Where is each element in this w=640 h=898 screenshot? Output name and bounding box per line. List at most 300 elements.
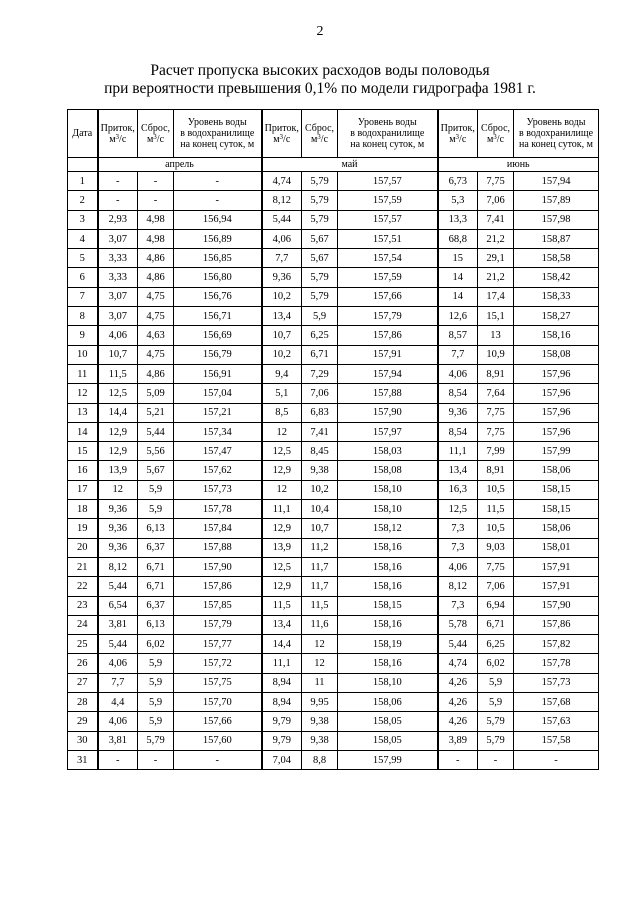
june-outflow: - — [478, 750, 514, 769]
may-level: 158,12 — [338, 519, 438, 538]
date-cell: 12 — [68, 384, 98, 403]
header-level — [174, 110, 262, 158]
may-level: 157,91 — [338, 345, 438, 364]
may-level: 157,79 — [338, 307, 438, 326]
outflow-label: Сброс, — [140, 122, 171, 134]
may-outflow: 11,5 — [302, 596, 338, 615]
june-level: 157,96 — [514, 422, 599, 441]
june-level: 158,06 — [514, 519, 599, 538]
june-inflow: 7,3 — [438, 596, 478, 615]
april-outflow: 4,86 — [138, 364, 174, 383]
may-outflow: 8,45 — [302, 442, 338, 461]
april-level: 156,76 — [174, 287, 262, 306]
date-cell: 19 — [68, 519, 98, 538]
june-inflow: 5,44 — [438, 635, 478, 654]
date-cell: 5 — [68, 249, 98, 268]
may-outflow: 9,95 — [302, 693, 338, 712]
june-level: - — [514, 750, 599, 769]
june-inflow: 13,4 — [438, 461, 478, 480]
may-outflow: 5,79 — [302, 191, 338, 210]
june-outflow: 11,5 — [478, 500, 514, 519]
april-inflow: 13,9 — [98, 461, 138, 480]
may-outflow: 5,79 — [302, 210, 338, 229]
june-outflow: 7,75 — [478, 172, 514, 191]
unit-prefix: м — [109, 133, 116, 145]
header-inflow — [98, 110, 138, 158]
may-outflow: 8,8 — [302, 750, 338, 769]
table-row — [68, 731, 599, 750]
june-outflow: 7,06 — [478, 577, 514, 596]
date-cell: 26 — [68, 654, 98, 673]
april-level: 157,75 — [174, 673, 262, 692]
document-title — [0, 62, 640, 98]
june-inflow: 16,3 — [438, 480, 478, 499]
date-cell: 15 — [68, 442, 98, 461]
june-inflow: 8,54 — [438, 422, 478, 441]
april-level: 157,04 — [174, 384, 262, 403]
april-level: 156,80 — [174, 268, 262, 287]
date-cell: 8 — [68, 307, 98, 326]
june-inflow: 8,12 — [438, 577, 478, 596]
may-level: 158,16 — [338, 538, 438, 557]
june-outflow: 5,9 — [478, 673, 514, 692]
may-inflow: 11,5 — [262, 596, 302, 615]
table-row — [68, 403, 599, 422]
april-outflow: 6,13 — [138, 519, 174, 538]
unit-suffix: /с — [320, 133, 329, 145]
may-outflow: 5,9 — [302, 307, 338, 326]
may-outflow: 5,79 — [302, 268, 338, 287]
may-inflow: 8,94 — [262, 673, 302, 692]
april-outflow: - — [138, 191, 174, 210]
june-inflow: 8,54 — [438, 384, 478, 403]
april-inflow: 12 — [98, 480, 138, 499]
may-inflow: 9,4 — [262, 364, 302, 383]
date-cell: 13 — [68, 403, 98, 422]
april-inflow: 4,06 — [98, 712, 138, 731]
april-outflow: 5,09 — [138, 384, 174, 403]
month-may: май — [262, 158, 438, 172]
table-row — [68, 480, 599, 499]
june-outflow: 7,75 — [478, 422, 514, 441]
may-inflow: 13,4 — [262, 307, 302, 326]
may-outflow: 9,38 — [302, 712, 338, 731]
april-level: 157,73 — [174, 480, 262, 499]
outflow-label: Сброс, — [480, 122, 511, 134]
june-level: 158,33 — [514, 287, 599, 306]
table-row — [68, 249, 599, 268]
june-level: 157,82 — [514, 635, 599, 654]
june-inflow: 15 — [438, 249, 478, 268]
june-inflow: 5,3 — [438, 191, 478, 210]
april-inflow: 2,93 — [98, 210, 138, 229]
june-outflow: 7,99 — [478, 442, 514, 461]
may-inflow: 9,79 — [262, 712, 302, 731]
level-label-1: Уровень воды — [526, 117, 586, 128]
table-row — [68, 693, 599, 712]
april-outflow: 5,9 — [138, 500, 174, 519]
inflow-label: Приток, — [264, 122, 299, 134]
unit-label — [439, 134, 478, 145]
table-row — [68, 538, 599, 557]
june-level: 158,27 — [514, 307, 599, 326]
april-inflow: 5,44 — [98, 635, 138, 654]
may-outflow: 9,38 — [302, 731, 338, 750]
june-inflow: 7,7 — [438, 345, 478, 364]
may-level: 157,90 — [338, 403, 438, 422]
april-level: 157,78 — [174, 500, 262, 519]
june-outflow: 9,03 — [478, 538, 514, 557]
june-outflow: 29,1 — [478, 249, 514, 268]
june-inflow: 68,8 — [438, 229, 478, 248]
april-outflow: 6,71 — [138, 577, 174, 596]
date-cell: 7 — [68, 287, 98, 306]
table-row — [68, 615, 599, 634]
april-level: 156,69 — [174, 326, 262, 345]
april-outflow: - — [138, 172, 174, 191]
inflow-label: Приток, — [440, 122, 475, 134]
header-inflow — [262, 110, 302, 158]
title-line-1: Расчет пропуска высоких расходов воды половодья — [150, 62, 490, 79]
date-cell: 6 — [68, 268, 98, 287]
unit-prefix: м — [486, 133, 494, 145]
may-outflow: 6,83 — [302, 403, 338, 422]
april-outflow: 4,75 — [138, 307, 174, 326]
may-level: 158,05 — [338, 731, 438, 750]
april-inflow: 3,81 — [98, 615, 138, 634]
unit-prefix: м — [146, 133, 154, 145]
may-level: 158,16 — [338, 577, 438, 596]
may-level: 158,10 — [338, 673, 438, 692]
may-inflow: 14,4 — [262, 635, 302, 654]
june-inflow: 4,06 — [438, 557, 478, 576]
april-inflow: 9,36 — [98, 500, 138, 519]
month-blank — [68, 158, 98, 172]
april-outflow: 5,9 — [138, 693, 174, 712]
may-outflow: 7,41 — [302, 422, 338, 441]
june-level: 157,94 — [514, 172, 599, 191]
may-inflow: 13,9 — [262, 538, 302, 557]
may-outflow: 5,67 — [302, 229, 338, 248]
date-cell: 25 — [68, 635, 98, 654]
april-inflow: 11,5 — [98, 364, 138, 383]
may-inflow: 12 — [262, 480, 302, 499]
june-inflow: 7,3 — [438, 519, 478, 538]
june-outflow: 5,79 — [478, 731, 514, 750]
table-row — [68, 673, 599, 692]
may-inflow: 9,79 — [262, 731, 302, 750]
june-outflow: 13 — [478, 326, 514, 345]
may-inflow: 10,7 — [262, 326, 302, 345]
april-inflow: 8,12 — [98, 557, 138, 576]
may-inflow: 7,04 — [262, 750, 302, 769]
april-outflow: 6,71 — [138, 557, 174, 576]
june-level: 157,78 — [514, 654, 599, 673]
april-level: 156,91 — [174, 364, 262, 383]
unit-prefix: м — [310, 133, 318, 145]
table-body — [68, 172, 599, 770]
may-level: 157,99 — [338, 750, 438, 769]
date-cell: 23 — [68, 596, 98, 615]
table-row — [68, 750, 599, 769]
april-outflow: 4,63 — [138, 326, 174, 345]
june-level: 158,15 — [514, 500, 599, 519]
month-row — [68, 158, 599, 172]
april-level: 157,86 — [174, 577, 262, 596]
april-outflow: 4,75 — [138, 345, 174, 364]
may-outflow: 12 — [302, 654, 338, 673]
unit-suffix: /с — [283, 133, 291, 145]
may-inflow: 4,06 — [262, 229, 302, 248]
header-level — [514, 110, 599, 158]
april-inflow: 5,44 — [98, 577, 138, 596]
april-outflow: 5,79 — [138, 731, 174, 750]
june-outflow: 7,41 — [478, 210, 514, 229]
april-inflow: 14,4 — [98, 403, 138, 422]
may-level: 158,03 — [338, 442, 438, 461]
june-outflow: 21,2 — [478, 268, 514, 287]
april-outflow: 5,56 — [138, 442, 174, 461]
june-outflow: 10,5 — [478, 480, 514, 499]
june-level: 158,08 — [514, 345, 599, 364]
may-outflow: 5,67 — [302, 249, 338, 268]
june-level: 157,96 — [514, 364, 599, 383]
april-level: - — [174, 191, 262, 210]
april-outflow: 6,02 — [138, 635, 174, 654]
april-outflow: 4,86 — [138, 268, 174, 287]
header-outflow — [478, 110, 514, 158]
april-outflow: 5,44 — [138, 422, 174, 441]
april-level: 156,85 — [174, 249, 262, 268]
april-inflow: 3,81 — [98, 731, 138, 750]
june-inflow: 9,36 — [438, 403, 478, 422]
level-label-3: на конец суток, м — [350, 139, 425, 150]
april-outflow: 5,9 — [138, 712, 174, 731]
june-level: 157,63 — [514, 712, 599, 731]
table-row — [68, 712, 599, 731]
date-cell: 10 — [68, 345, 98, 364]
title-line-2: при вероятности превышения 0,1% по модели гидрографа 1981 г. — [104, 80, 536, 97]
april-inflow: - — [98, 750, 138, 769]
may-level: 158,16 — [338, 654, 438, 673]
april-level: 157,62 — [174, 461, 262, 480]
june-outflow: 7,06 — [478, 191, 514, 210]
may-level: 158,19 — [338, 635, 438, 654]
may-level: 157,57 — [338, 172, 438, 191]
unit-label — [263, 134, 302, 145]
june-outflow: 7,75 — [478, 403, 514, 422]
date-cell: 31 — [68, 750, 98, 769]
may-outflow: 11,7 — [302, 577, 338, 596]
may-inflow: 9,36 — [262, 268, 302, 287]
may-level: 158,10 — [338, 500, 438, 519]
june-level: 157,91 — [514, 557, 599, 576]
may-outflow: 10,2 — [302, 480, 338, 499]
april-inflow: 4,06 — [98, 326, 138, 345]
table-row — [68, 287, 599, 306]
unit-label — [138, 134, 173, 145]
table-row — [68, 519, 599, 538]
may-level: 158,10 — [338, 480, 438, 499]
june-inflow: 11,1 — [438, 442, 478, 461]
level-label-1: Уровень воды — [187, 117, 247, 128]
table-row — [68, 557, 599, 576]
table-row — [68, 461, 599, 480]
level-label-2: в водохранилище — [350, 128, 425, 139]
april-inflow: 9,36 — [98, 519, 138, 538]
table-row — [68, 500, 599, 519]
april-outflow: 5,9 — [138, 654, 174, 673]
table-row — [68, 596, 599, 615]
april-inflow: 6,54 — [98, 596, 138, 615]
table-row — [68, 577, 599, 596]
june-inflow: 5,78 — [438, 615, 478, 634]
unit-exponent: 3 — [115, 132, 120, 141]
april-level: 157,66 — [174, 712, 262, 731]
april-outflow: 6,37 — [138, 596, 174, 615]
june-level: 157,86 — [514, 615, 599, 634]
date-cell: 4 — [68, 229, 98, 248]
april-level: 157,77 — [174, 635, 262, 654]
june-level: 157,73 — [514, 673, 599, 692]
unit-exponent: 3 — [153, 132, 157, 141]
june-level: 158,16 — [514, 326, 599, 345]
unit-prefix: м — [449, 133, 456, 145]
april-level: 157,70 — [174, 693, 262, 712]
april-outflow: 5,21 — [138, 403, 174, 422]
june-inflow: 8,57 — [438, 326, 478, 345]
may-inflow: 8,5 — [262, 403, 302, 422]
table-row — [68, 654, 599, 673]
june-outflow: 21,2 — [478, 229, 514, 248]
may-outflow: 11 — [302, 673, 338, 692]
april-inflow: - — [98, 172, 138, 191]
may-inflow: 4,74 — [262, 172, 302, 191]
table-row — [68, 326, 599, 345]
unit-prefix: м — [273, 133, 280, 145]
june-level: 158,42 — [514, 268, 599, 287]
april-inflow: 3,07 — [98, 229, 138, 248]
table-row — [68, 210, 599, 229]
june-outflow: 6,02 — [478, 654, 514, 673]
level-label-2: в водохранилище — [180, 128, 255, 139]
april-level: - — [174, 172, 262, 191]
date-cell: 9 — [68, 326, 98, 345]
may-level: 157,51 — [338, 229, 438, 248]
date-cell: 27 — [68, 673, 98, 692]
april-level: 156,89 — [174, 229, 262, 248]
unit-suffix: /с — [156, 133, 165, 145]
june-inflow: 14 — [438, 268, 478, 287]
june-inflow: 13,3 — [438, 210, 478, 229]
april-inflow: 3,33 — [98, 268, 138, 287]
may-inflow: 8,12 — [262, 191, 302, 210]
june-level: 157,90 — [514, 596, 599, 615]
april-level: 157,90 — [174, 557, 262, 576]
april-level: 157,72 — [174, 654, 262, 673]
may-inflow: 8,94 — [262, 693, 302, 712]
june-level: 157,91 — [514, 577, 599, 596]
date-cell: 24 — [68, 615, 98, 634]
unit-suffix: /с — [459, 133, 467, 145]
may-level: 158,08 — [338, 461, 438, 480]
april-level: 157,79 — [174, 615, 262, 634]
june-outflow: 6,71 — [478, 615, 514, 634]
table-row — [68, 384, 599, 403]
june-outflow: 7,64 — [478, 384, 514, 403]
may-level: 157,88 — [338, 384, 438, 403]
june-level: 157,68 — [514, 693, 599, 712]
april-level: - — [174, 750, 262, 769]
may-inflow: 12,9 — [262, 461, 302, 480]
june-inflow: 4,26 — [438, 673, 478, 692]
april-level: 157,88 — [174, 538, 262, 557]
april-level: 157,21 — [174, 403, 262, 422]
april-level: 156,79 — [174, 345, 262, 364]
discharge-table — [67, 109, 599, 770]
date-cell: 29 — [68, 712, 98, 731]
may-inflow: 10,2 — [262, 287, 302, 306]
header-level — [338, 110, 438, 158]
date-cell: 3 — [68, 210, 98, 229]
june-level: 157,99 — [514, 442, 599, 461]
table-row — [68, 268, 599, 287]
table-row — [68, 364, 599, 383]
table-row — [68, 172, 599, 191]
table-row — [68, 635, 599, 654]
april-level: 157,85 — [174, 596, 262, 615]
may-inflow: 10,2 — [262, 345, 302, 364]
unit-suffix: /с — [496, 133, 505, 145]
may-inflow: 5,1 — [262, 384, 302, 403]
june-inflow: 6,73 — [438, 172, 478, 191]
june-level: 157,98 — [514, 210, 599, 229]
may-inflow: 11,1 — [262, 500, 302, 519]
may-inflow: 12 — [262, 422, 302, 441]
date-cell: 21 — [68, 557, 98, 576]
may-outflow: 12 — [302, 635, 338, 654]
june-outflow: 7,75 — [478, 557, 514, 576]
unit-suffix: /с — [119, 133, 127, 145]
inflow-label: Приток, — [100, 122, 135, 134]
june-inflow: 4,26 — [438, 693, 478, 712]
april-outflow: 6,13 — [138, 615, 174, 634]
june-level: 157,96 — [514, 384, 599, 403]
date-cell: 28 — [68, 693, 98, 712]
april-inflow: 4,06 — [98, 654, 138, 673]
april-inflow: 4,4 — [98, 693, 138, 712]
june-level: 157,89 — [514, 191, 599, 210]
april-inflow: 12,5 — [98, 384, 138, 403]
may-outflow: 6,25 — [302, 326, 338, 345]
april-level: 157,60 — [174, 731, 262, 750]
may-outflow: 11,6 — [302, 615, 338, 634]
april-outflow: 4,98 — [138, 229, 174, 248]
april-outflow: 4,86 — [138, 249, 174, 268]
table-row — [68, 229, 599, 248]
header-outflow — [138, 110, 174, 158]
may-inflow: 7,7 — [262, 249, 302, 268]
may-level: 157,59 — [338, 268, 438, 287]
june-outflow: 8,91 — [478, 461, 514, 480]
may-level: 157,57 — [338, 210, 438, 229]
april-inflow: 3,33 — [98, 249, 138, 268]
june-level: 158,01 — [514, 538, 599, 557]
may-inflow: 12,5 — [262, 557, 302, 576]
header-date: Дата — [68, 110, 98, 158]
table-row — [68, 422, 599, 441]
may-outflow: 10,7 — [302, 519, 338, 538]
